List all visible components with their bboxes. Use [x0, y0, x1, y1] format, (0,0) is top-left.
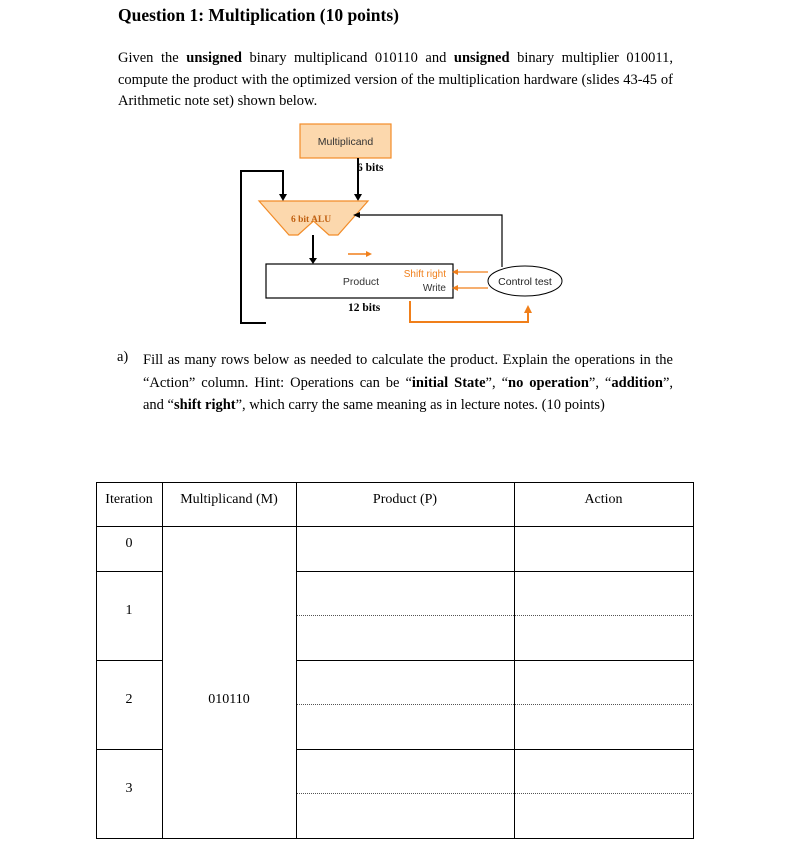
- iteration-2: 2: [125, 692, 133, 707]
- question-title: Question 1: Multiplication (10 points): [118, 5, 399, 25]
- part-a-instructions: Fill as many rows below as needed to calculate the product. Explain the operations in the “Action” column. Hint: Operations can be “initial State”, “no operation”, “addition”, and “shift right”, which carry the same meaning as in lecture notes. (10 points): [143, 352, 674, 413]
- action-cell-2[interactable]: [515, 661, 692, 748]
- iteration-0: 0: [125, 536, 133, 551]
- shift-right-label: Shift right: [403, 269, 446, 280]
- control-test-label: Control test: [498, 276, 552, 288]
- alu-label: 6 bit ALU: [290, 215, 332, 225]
- action-cell-1[interactable]: [515, 572, 692, 659]
- question-intro: Given the unsigned binary multiplicand 010110 and unsigned binary multiplier 010011, compute the product with the optimized version of the multiplication hardware (slides 43-45 of Arithmetic note set) shown below.: [118, 50, 673, 109]
- header-product: Product (P): [372, 492, 438, 507]
- multiplicand-value: 010110: [208, 692, 250, 707]
- header-multiplicand: Multiplicand (M): [180, 492, 278, 507]
- product-cell-0[interactable]: [297, 527, 513, 570]
- write-label: Write: [422, 283, 446, 294]
- product-cell-2[interactable]: [297, 661, 513, 748]
- header-action: Action: [584, 492, 623, 507]
- product-cell-1[interactable]: [297, 572, 513, 659]
- product-cell-3[interactable]: [297, 750, 513, 837]
- multiplicand-bits-label: 6 bits: [357, 162, 384, 174]
- product-bits-label: 12 bits: [348, 302, 381, 314]
- multiplicand-register-label: Multiplicand: [317, 136, 374, 148]
- action-cell-3[interactable]: [515, 750, 692, 837]
- action-cell-0[interactable]: [515, 527, 692, 570]
- part-a-marker: a): [117, 349, 129, 365]
- iteration-3: 3: [125, 781, 133, 796]
- product-register-label: Product: [342, 276, 380, 288]
- header-iteration: Iteration: [105, 492, 153, 507]
- iteration-1: 1: [125, 603, 133, 618]
